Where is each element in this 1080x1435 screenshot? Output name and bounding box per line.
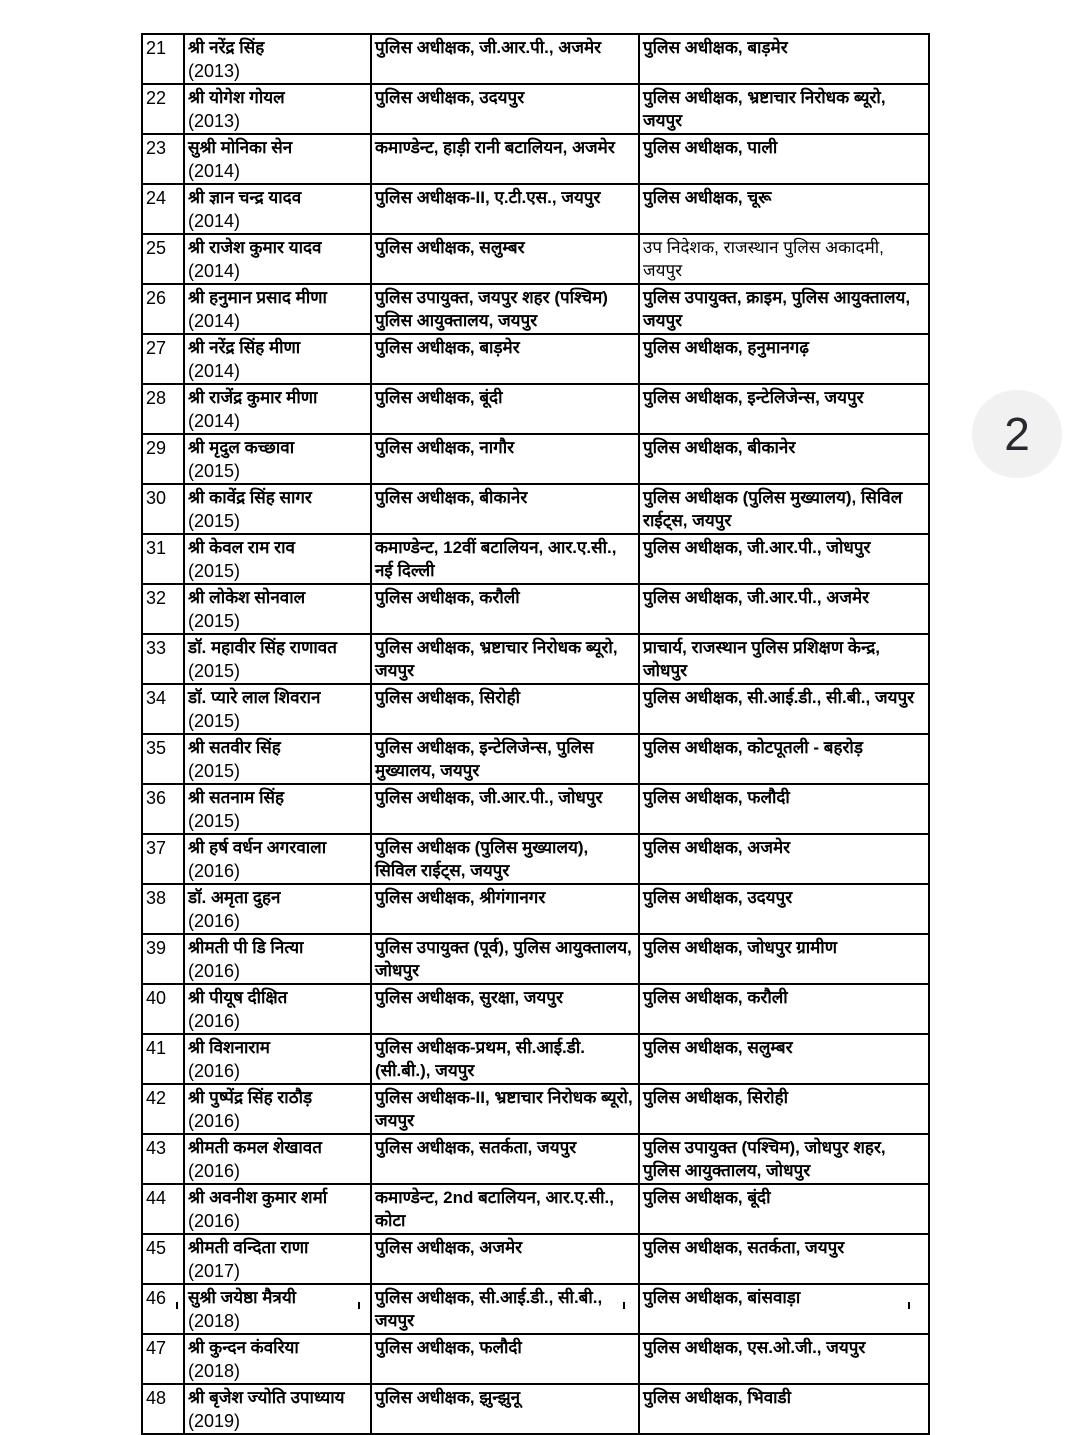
table-row (142, 1134, 929, 1184)
officer-name-cell (184, 434, 371, 484)
table-border-stub (623, 1302, 625, 1309)
new-posting-cell: पुलिस अधीक्षक, चूरू (639, 184, 929, 234)
serial-number-cell: 28 (142, 384, 184, 434)
new-posting-cell: पुलिस अधीक्षक, बाड़मेर (639, 34, 929, 84)
officer-name-cell (184, 84, 371, 134)
serial-number-cell: 38 (142, 884, 184, 934)
current-posting-cell: पुलिस अधीक्षक, सिरोही (371, 684, 639, 734)
current-posting-cell: पुलिस अधीक्षक, झुन्झुनू (371, 1384, 639, 1434)
current-posting-cell: पुलिस अधीक्षक, बूंदी (371, 384, 639, 434)
officer-name-cell (184, 1384, 371, 1434)
table-row (142, 1384, 929, 1434)
officer-name-cell (184, 234, 371, 284)
batch-year: (2016) (188, 861, 241, 881)
officer-name-cell (184, 984, 371, 1034)
serial-number-cell: 48 (142, 1384, 184, 1434)
table-row (142, 884, 929, 934)
current-posting-cell: पुलिस अधीक्षक-II, भ्रष्टाचार निरोधक ब्यूरो, जयपुर (371, 1084, 639, 1134)
officer-name-cell (184, 1134, 371, 1184)
serial-number-cell: 39 (142, 934, 184, 984)
table-border-stub (176, 1302, 178, 1309)
new-posting-cell: पुलिस अधीक्षक, भिवाडी (639, 1384, 929, 1434)
table-row (142, 284, 929, 334)
serial-number-cell: 32 (142, 584, 184, 634)
batch-year: (2013) (188, 61, 241, 81)
table-row (142, 34, 929, 84)
table-row (142, 1284, 929, 1334)
officer-name: श्री अवनीश कुमार शर्मा (188, 1188, 328, 1207)
batch-year: (2016) (188, 1061, 241, 1081)
current-posting-cell: पुलिस अधीक्षक, सी.आई.डी., सी.बी., जयपुर (371, 1284, 639, 1334)
current-posting-cell: पुलिस अधीक्षक, उदयपुर (371, 84, 639, 134)
batch-year: (2016) (188, 1111, 241, 1131)
table-row (142, 384, 929, 434)
new-posting-cell: पुलिस अधीक्षक, जी.आर.पी., जोधपुर (639, 534, 929, 584)
current-posting-cell: पुलिस अधीक्षक-II, ए.टी.एस., जयपुर (371, 184, 639, 234)
batch-year: (2016) (188, 1211, 241, 1231)
officer-name-cell (184, 934, 371, 984)
serial-number-cell: 44 (142, 1184, 184, 1234)
batch-year: (2015) (188, 811, 241, 831)
serial-number-cell: 26 (142, 284, 184, 334)
current-posting-cell: पुलिस अधीक्षक, जी.आर.पी., अजमेर (371, 34, 639, 84)
officer-name: श्री राजेंद्र कुमार मीणा (188, 388, 318, 407)
current-posting-cell: पुलिस अधीक्षक, सुरक्षा, जयपुर (371, 984, 639, 1034)
officer-name: श्री केवल राम राव (188, 538, 295, 557)
new-posting-cell: पुलिस अधीक्षक, एस.ओ.जी., जयपुर (639, 1334, 929, 1384)
table-row (142, 334, 929, 384)
serial-number-cell: 29 (142, 434, 184, 484)
table-row (142, 1084, 929, 1134)
officer-name: डॉ. अमृता दुहन (188, 888, 281, 907)
batch-year: (2015) (188, 761, 241, 781)
serial-number-cell: 30 (142, 484, 184, 534)
new-posting-cell: पुलिस अधीक्षक, सतर्कता, जयपुर (639, 1234, 929, 1284)
officer-name: श्री पीयूष दीक्षित (188, 988, 288, 1007)
current-posting-cell: कमाण्डेन्ट, हाड़ी रानी बटालियन, अजमेर (371, 134, 639, 184)
table-row (142, 834, 929, 884)
current-posting-cell: कमाण्डेन्ट, 2nd बटालियन, आर.ए.सी., कोटा (371, 1184, 639, 1234)
table-row (142, 434, 929, 484)
officer-name-cell (184, 384, 371, 434)
serial-number-cell: 23 (142, 134, 184, 184)
batch-year: (2014) (188, 411, 241, 431)
officer-name: श्री हनुमान प्रसाद मीणा (188, 288, 327, 307)
officer-name: श्री सतनाम सिंह (188, 788, 284, 807)
new-posting-cell: प्राचार्य, राजस्थान पुलिस प्रशिक्षण केन्द्र, जोधपुर (639, 634, 929, 684)
officer-name: श्री ज्ञान चन्द्र यादव (188, 188, 302, 207)
batch-year: (2016) (188, 961, 241, 981)
officer-transfer-table (141, 33, 930, 1435)
officer-name: डॉ. महावीर सिंह राणावत (188, 638, 337, 657)
serial-number-cell: 34 (142, 684, 184, 734)
serial-number-cell: 31 (142, 534, 184, 584)
batch-year: (2016) (188, 1161, 241, 1181)
table-row (142, 184, 929, 234)
current-posting-cell: पुलिस अधीक्षक (पुलिस मुख्यालय), सिविल राईट्स, जयपुर (371, 834, 639, 884)
batch-year: (2014) (188, 361, 241, 381)
current-posting-cell: पुलिस अधीक्षक, नागौर (371, 434, 639, 484)
officer-name: डॉ. प्यारे लाल शिवरान (188, 688, 321, 707)
current-posting-cell: पुलिस अधीक्षक, श्रीगंगानगर (371, 884, 639, 934)
batch-year: (2014) (188, 261, 241, 281)
table-row (142, 684, 929, 734)
officer-name: श्री नरेंद्र सिंह (188, 38, 265, 57)
table-row (142, 1034, 929, 1084)
serial-number-cell: 41 (142, 1034, 184, 1084)
batch-year: (2015) (188, 561, 241, 581)
batch-year: (2014) (188, 211, 241, 231)
officer-name-cell (184, 684, 371, 734)
current-posting-cell: पुलिस अधीक्षक, बाड़मेर (371, 334, 639, 384)
new-posting-cell: पुलिस उपायुक्त (पश्चिम), जोधपुर शहर, पुलिस आयुक्तालय, जोधपुर (639, 1134, 929, 1184)
officer-name-cell (184, 334, 371, 384)
current-posting-cell: पुलिस उपायुक्त, जयपुर शहर (पश्चिम) पुलिस आयुक्तालय, जयपुर (371, 284, 639, 334)
officer-table-body (142, 34, 929, 1434)
table-row (142, 784, 929, 834)
table-row (142, 984, 929, 1034)
officer-name: श्री हर्ष वर्धन अगरवाला (188, 838, 327, 857)
serial-number-cell: 43 (142, 1134, 184, 1184)
officer-name-cell (184, 584, 371, 634)
new-posting-cell: पुलिस अधीक्षक, सी.आई.डी., सी.बी., जयपुर (639, 684, 929, 734)
serial-number-cell: 25 (142, 234, 184, 284)
batch-year: (2017) (188, 1261, 241, 1281)
current-posting-cell: पुलिस अधीक्षक, बीकानेर (371, 484, 639, 534)
officer-name-cell (184, 1234, 371, 1284)
table-row (142, 84, 929, 134)
serial-number-cell: 47 (142, 1334, 184, 1384)
officer-name: श्रीमती वन्दिता राणा (188, 1238, 309, 1257)
officer-name: श्रीमती कमल शेखावत (188, 1138, 322, 1157)
current-posting-cell: पुलिस अधीक्षक, इन्टेलिजेन्स, पुलिस मुख्यालय, जयपुर (371, 734, 639, 784)
table-row (142, 234, 929, 284)
officer-name-cell (184, 1334, 371, 1384)
new-posting-cell: उप निदेशक, राजस्थान पुलिस अकादमी, जयपुर (639, 234, 929, 284)
table-row (142, 934, 929, 984)
new-posting-cell: पुलिस अधीक्षक, हनुमानगढ़ (639, 334, 929, 384)
table-row (142, 1334, 929, 1384)
batch-year: (2015) (188, 461, 241, 481)
table-row (142, 584, 929, 634)
serial-number-cell: 37 (142, 834, 184, 884)
officer-name-cell (184, 1284, 371, 1334)
new-posting-cell: पुलिस अधीक्षक, जी.आर.पी., अजमेर (639, 584, 929, 634)
officer-name-cell (184, 834, 371, 884)
table-row (142, 134, 929, 184)
batch-year: (2016) (188, 1011, 241, 1031)
officer-name-cell (184, 34, 371, 84)
new-posting-cell: पुलिस अधीक्षक, बांसवाड़ा (639, 1284, 929, 1334)
officer-name: श्री पुष्पेंद्र सिंह राठौड़ (188, 1088, 313, 1107)
officer-name: श्रीमती पी डि नित्या (188, 938, 304, 957)
officer-name-cell (184, 484, 371, 534)
serial-number-cell: 24 (142, 184, 184, 234)
batch-year: (2014) (188, 311, 241, 331)
serial-number-cell: 40 (142, 984, 184, 1034)
new-posting-cell: पुलिस अधीक्षक, सिरोही (639, 1084, 929, 1134)
new-posting-cell: पुलिस अधीक्षक, इन्टेलिजेन्स, जयपुर (639, 384, 929, 434)
batch-year: (2019) (188, 1411, 241, 1431)
current-posting-cell: पुलिस अधीक्षक, सलुम्बर (371, 234, 639, 284)
current-posting-cell: पुलिस अधीक्षक, जी.आर.पी., जोधपुर (371, 784, 639, 834)
officer-name-cell (184, 1184, 371, 1234)
officer-name-cell (184, 184, 371, 234)
batch-year: (2018) (188, 1311, 241, 1331)
serial-number-cell: 35 (142, 734, 184, 784)
new-posting-cell: पुलिस अधीक्षक, भ्रष्टाचार निरोधक ब्यूरो, जयपुर (639, 84, 929, 134)
new-posting-cell: पुलिस अधीक्षक, बूंदी (639, 1184, 929, 1234)
officer-name: श्री योगेश गोयल (188, 88, 285, 107)
officer-name: श्री नरेंद्र सिंह मीणा (188, 338, 301, 357)
serial-number-cell: 22 (142, 84, 184, 134)
officer-name: श्री कुन्दन कंवरिया (188, 1338, 299, 1357)
new-posting-cell: पुलिस अधीक्षक, फलौदी (639, 784, 929, 834)
current-posting-cell: पुलिस उपायुक्त (पूर्व), पुलिस आयुक्तालय, जोधपुर (371, 934, 639, 984)
page-number-badge (972, 390, 1062, 478)
batch-year: (2016) (188, 911, 241, 931)
officer-name: श्री राजेश कुमार यादव (188, 238, 322, 257)
officer-name: श्री विशनाराम (188, 1038, 270, 1057)
serial-number-cell: 45 (142, 1234, 184, 1284)
current-posting-cell: पुलिस अधीक्षक, भ्रष्टाचार निरोधक ब्यूरो, जयपुर (371, 634, 639, 684)
batch-year: (2015) (188, 611, 241, 631)
batch-year: (2015) (188, 711, 241, 731)
current-posting-cell: पुलिस अधीक्षक, फलौदी (371, 1334, 639, 1384)
officer-name-cell (184, 784, 371, 834)
officer-name-cell (184, 284, 371, 334)
batch-year: (2015) (188, 511, 241, 531)
table-border-stub (908, 1302, 910, 1309)
new-posting-cell: पुलिस अधीक्षक, उदयपुर (639, 884, 929, 934)
officer-name: श्री लोकेश सोनवाल (188, 588, 306, 607)
new-posting-cell: पुलिस अधीक्षक, कोटपूतली - बहरोड़ (639, 734, 929, 784)
current-posting-cell: पुलिस अधीक्षक, करौली (371, 584, 639, 634)
officer-name-cell (184, 1084, 371, 1134)
officer-name: सुश्री मोनिका सेन (188, 138, 293, 157)
new-posting-cell: पुलिस अधीक्षक, पाली (639, 134, 929, 184)
batch-year: (2018) (188, 1361, 241, 1381)
officer-name: श्री कावेंद्र सिंह सागर (188, 488, 312, 507)
table-row (142, 1234, 929, 1284)
serial-number-cell: 27 (142, 334, 184, 384)
table-row (142, 1184, 929, 1234)
officer-name-cell (184, 1034, 371, 1084)
new-posting-cell: पुलिस अधीक्षक, सलुम्बर (639, 1034, 929, 1084)
new-posting-cell: पुलिस अधीक्षक, अजमेर (639, 834, 929, 884)
serial-number-cell: 42 (142, 1084, 184, 1134)
current-posting-cell: पुलिस अधीक्षक-प्रथम, सी.आई.डी. (सी.बी.), जयपुर (371, 1034, 639, 1084)
current-posting-cell: पुलिस अधीक्षक, अजमेर (371, 1234, 639, 1284)
serial-number-cell: 36 (142, 784, 184, 834)
officer-name: श्री बृजेश ज्योति उपाध्याय (188, 1388, 345, 1407)
table-border-stub (358, 1302, 360, 1309)
batch-year: (2015) (188, 661, 241, 681)
officer-name-cell (184, 734, 371, 784)
officer-name-cell (184, 134, 371, 184)
officer-name-cell (184, 634, 371, 684)
officer-name-cell (184, 534, 371, 584)
new-posting-cell: पुलिस अधीक्षक, बीकानेर (639, 434, 929, 484)
new-posting-cell: पुलिस अधीक्षक, करौली (639, 984, 929, 1034)
current-posting-cell: कमाण्डेन्ट, 12वीं बटालियन, आर.ए.सी., नई दिल्ली (371, 534, 639, 584)
new-posting-cell: पुलिस अधीक्षक, जोधपुर ग्रामीण (639, 934, 929, 984)
table-row (142, 534, 929, 584)
table-border-stub (141, 1302, 143, 1309)
page-number: 2 (1004, 408, 1030, 460)
serial-number-cell: 46 (142, 1284, 184, 1334)
table-row (142, 484, 929, 534)
officer-name: सुश्री जयेष्ठा मैत्रयी (188, 1288, 297, 1307)
serial-number-cell: 21 (142, 34, 184, 84)
officer-name-cell (184, 884, 371, 934)
batch-year: (2013) (188, 111, 241, 131)
officer-name: श्री सतवीर सिंह (188, 738, 281, 757)
new-posting-cell: पुलिस अधीक्षक (पुलिस मुख्यालय), सिविल राईट्स, जयपुर (639, 484, 929, 534)
table-row (142, 634, 929, 684)
table-row (142, 734, 929, 784)
serial-number-cell: 33 (142, 634, 184, 684)
batch-year: (2014) (188, 161, 241, 181)
officer-name: श्री मृदुल कच्छावा (188, 438, 295, 457)
current-posting-cell: पुलिस अधीक्षक, सतर्कता, जयपुर (371, 1134, 639, 1184)
new-posting-cell: पुलिस उपायुक्त, क्राइम, पुलिस आयुक्तालय, जयपुर (639, 284, 929, 334)
